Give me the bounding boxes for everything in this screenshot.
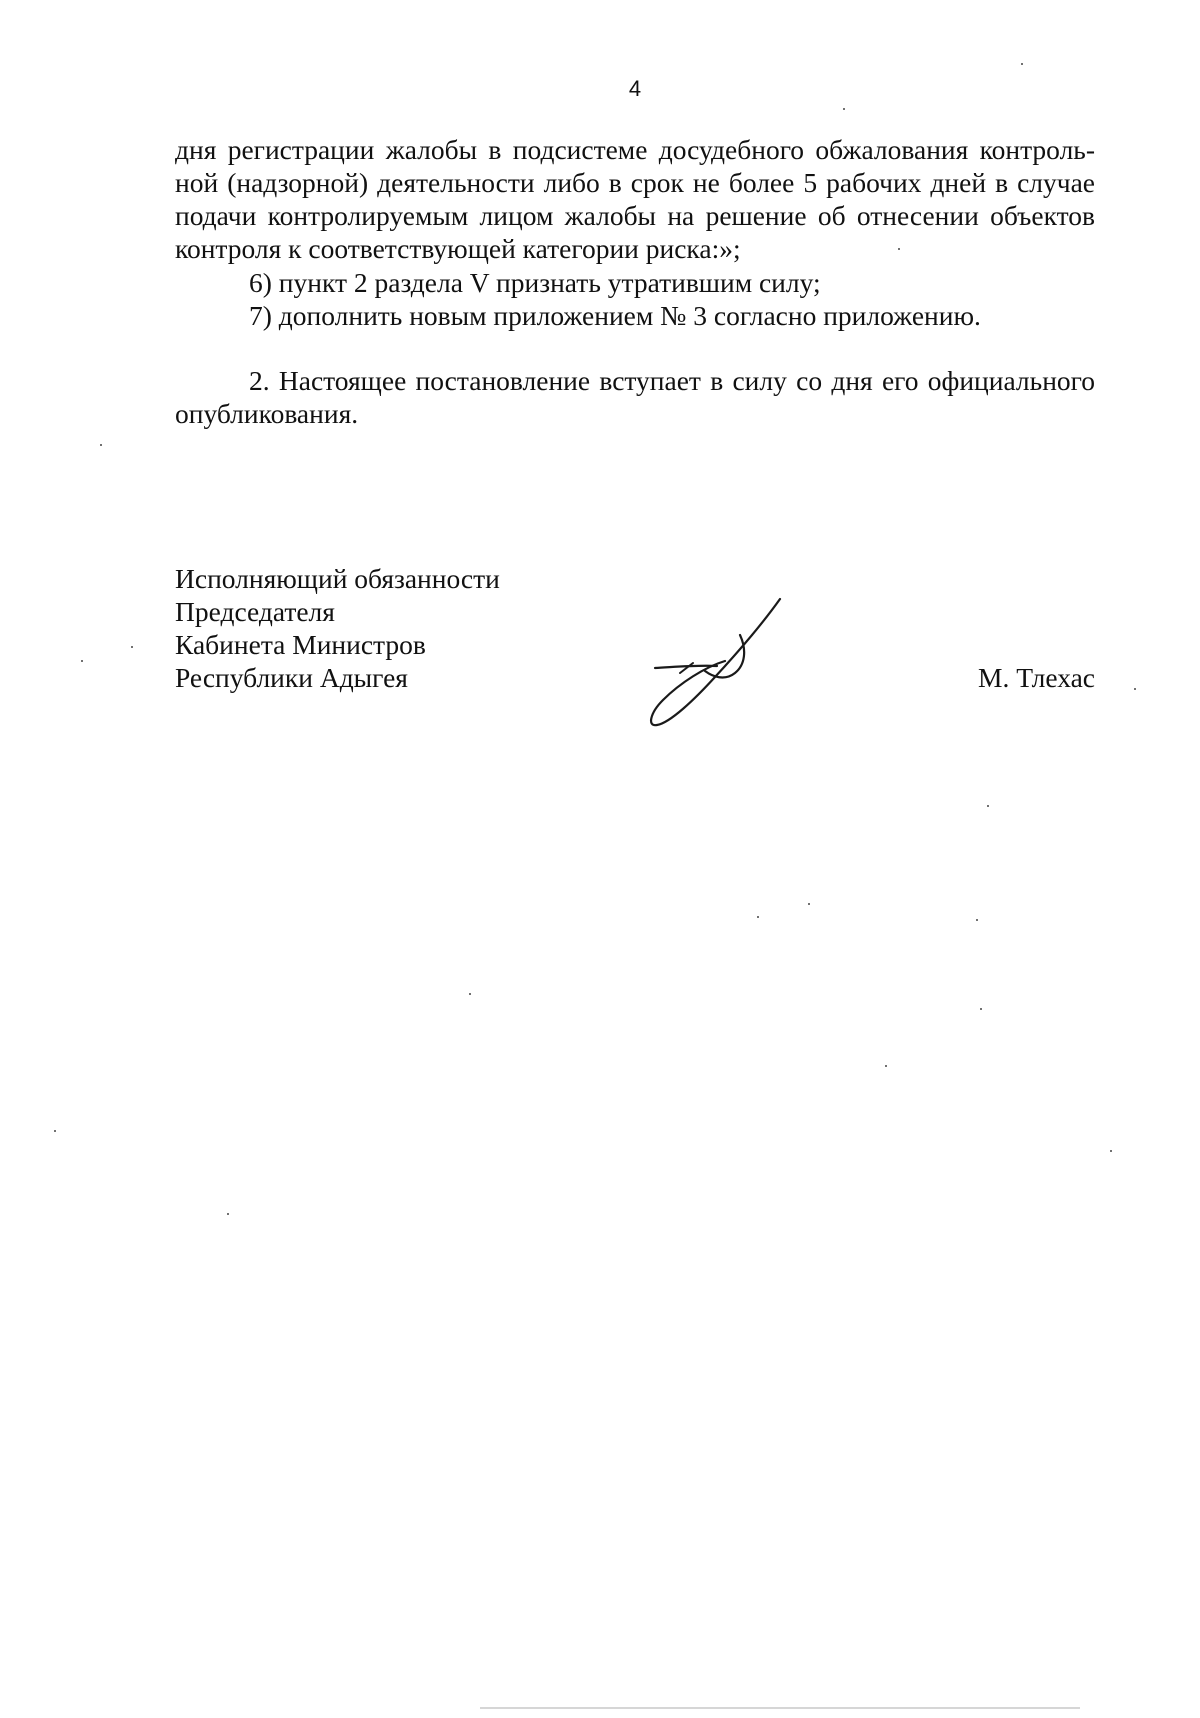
amendment-list bbox=[175, 266, 1095, 332]
paragraph-line: контроля к соответствующей категории риска:»; bbox=[175, 233, 741, 264]
handwritten-signature bbox=[645, 595, 795, 735]
scan-edge-mark bbox=[480, 1707, 1080, 1713]
scan-speck bbox=[469, 993, 471, 995]
scan-speck bbox=[808, 903, 810, 905]
scan-speck bbox=[843, 108, 845, 110]
position-line: Кабинета Министров bbox=[175, 629, 426, 660]
paragraph-line: дня регистрации жалобы в подсистеме досудебного обжалования контроль- bbox=[175, 134, 1095, 165]
scan-speck bbox=[227, 1213, 229, 1215]
list-item-6: 6) пункт 2 раздела V признать утратившим силу; bbox=[249, 267, 821, 298]
clause-2-paragraph bbox=[175, 364, 1095, 430]
scan-speck bbox=[54, 1130, 56, 1132]
signatory-name: М. Тлехас bbox=[978, 662, 1095, 693]
scan-speck bbox=[131, 646, 133, 648]
clause-2-line-1: 2. Настоящее постановление вступает в силу со дня его официального bbox=[249, 365, 1095, 396]
list-item-7: 7) дополнить новым приложением № 3 согласно приложению. bbox=[249, 300, 981, 331]
scan-speck bbox=[980, 1008, 982, 1010]
paragraph-line: ной (надзорной) деятельности либо в срок не более 5 рабочих дней в случае bbox=[175, 167, 1095, 198]
scan-speck bbox=[885, 1065, 887, 1067]
scan-speck bbox=[976, 919, 978, 921]
scan-speck bbox=[100, 444, 102, 446]
position-line: Исполняющий обязанности bbox=[175, 563, 500, 594]
scan-speck bbox=[81, 660, 83, 662]
signatory-position bbox=[175, 562, 500, 694]
continuation-paragraph bbox=[175, 133, 1095, 265]
scan-speck bbox=[987, 805, 989, 807]
position-line: Республики Адыгея bbox=[175, 662, 408, 693]
clause-2-line-2: опубликования. bbox=[175, 398, 359, 429]
scan-speck bbox=[757, 916, 759, 918]
scan-speck bbox=[1110, 1150, 1112, 1152]
paragraph-line: подачи контролируемым лицом жалобы на решение об отнесении объектов bbox=[175, 200, 1095, 231]
scan-speck bbox=[1134, 688, 1136, 690]
scan-speck bbox=[898, 248, 900, 250]
position-line: Председателя bbox=[175, 596, 335, 627]
scan-speck bbox=[1021, 63, 1023, 65]
page-number: 4 bbox=[628, 76, 642, 101]
